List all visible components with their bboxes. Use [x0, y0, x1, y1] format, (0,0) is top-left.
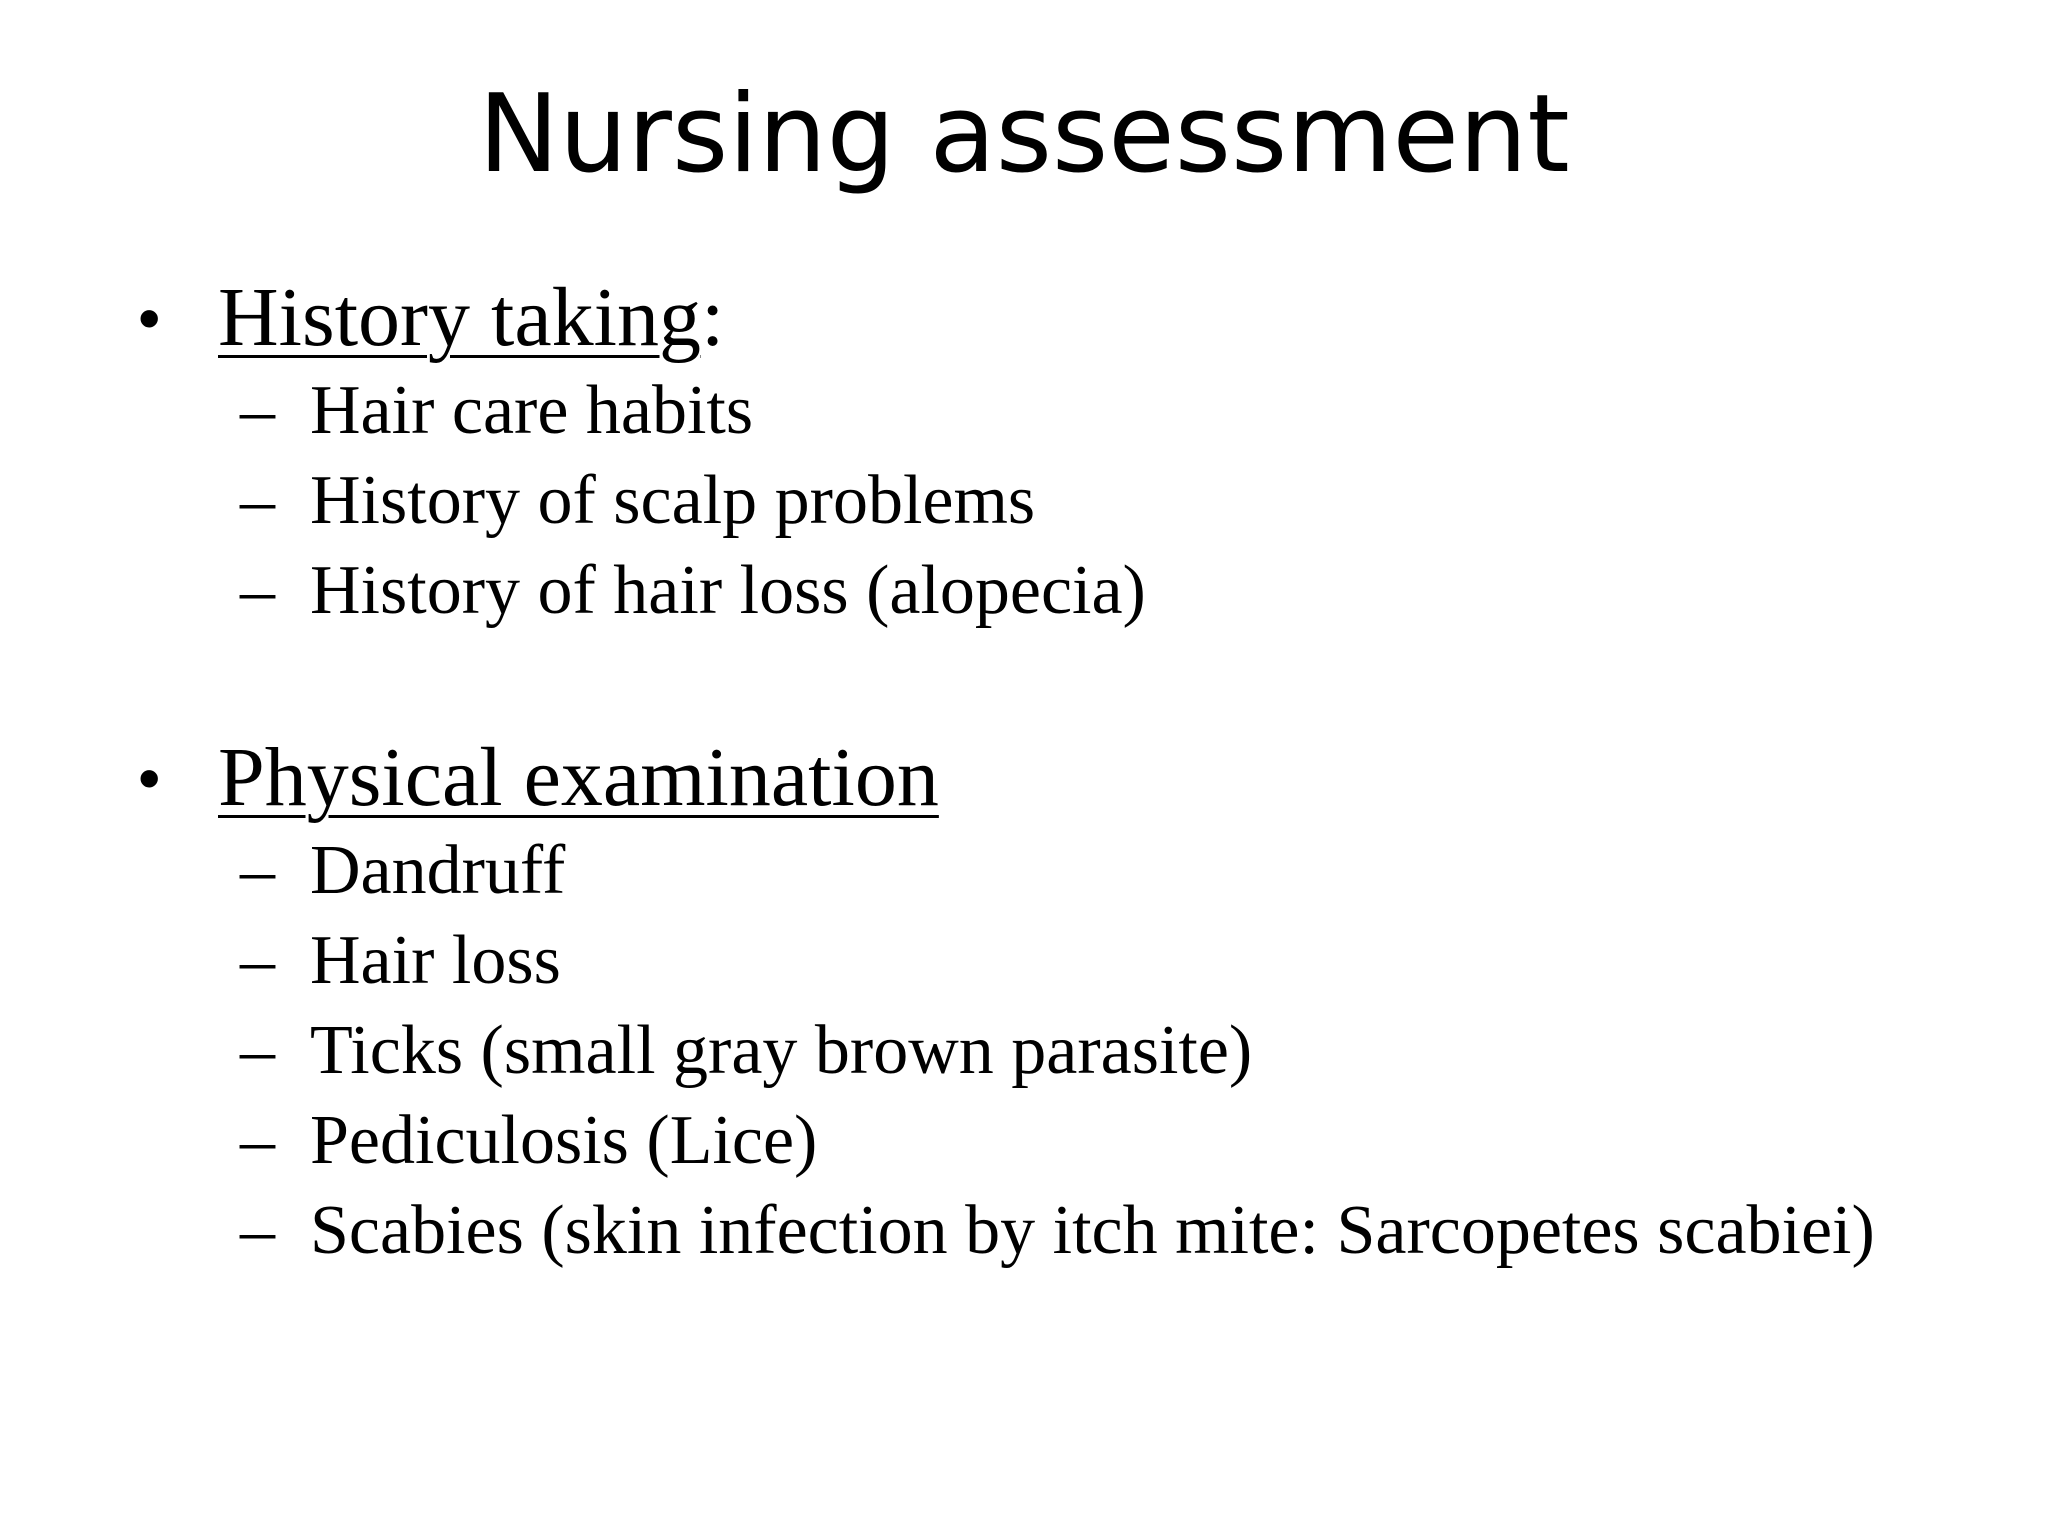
heading-underlined: Physical examination [218, 731, 939, 824]
heading-text [218, 730, 939, 826]
heading-text [218, 270, 724, 366]
list-item [0, 916, 2048, 1006]
list-item [0, 826, 2048, 916]
list-item-text: Hair loss [310, 922, 561, 999]
sub-list [0, 366, 2048, 636]
list-item-text: Ticks (small gray brown parasite) [310, 1012, 1253, 1089]
bullet-icon: • [138, 282, 161, 354]
list-item [0, 1096, 2048, 1186]
list-item-text: Scabies (skin infection by itch mite: Sarcopetes scabiei) [310, 1192, 1875, 1269]
dash-icon: – [240, 1012, 275, 1089]
list-item-text: Pediculosis (Lice) [310, 1102, 818, 1179]
dash-icon: – [240, 832, 275, 909]
slide-title: Nursing assessment [478, 72, 1570, 197]
heading-underlined: History taking [218, 271, 701, 364]
list-item-text: Dandruff [310, 832, 566, 909]
heading-suffix: : [700, 271, 725, 364]
sub-list [0, 826, 2048, 1267]
dash-icon: – [240, 552, 275, 629]
section-history-taking [0, 270, 2048, 636]
list-item [0, 1186, 2048, 1267]
section-physical-examination [0, 730, 2048, 1267]
bullet-heading [0, 730, 2048, 826]
list-item-text: History of scalp problems [310, 462, 1036, 539]
dash-icon: – [240, 1192, 275, 1269]
list-item [0, 546, 2048, 636]
dash-icon: – [240, 462, 275, 539]
list-item [0, 1006, 2048, 1096]
list-item-text: History of hair loss (alopecia) [310, 552, 1146, 629]
bullet-heading [0, 270, 2048, 366]
list-item [0, 366, 2048, 456]
bullet-icon: • [138, 742, 161, 814]
list-item-text: Hair care habits [310, 372, 754, 449]
dash-icon: – [240, 372, 275, 449]
list-item [0, 456, 2048, 546]
dash-icon: – [240, 922, 275, 999]
dash-icon: – [240, 1102, 275, 1179]
